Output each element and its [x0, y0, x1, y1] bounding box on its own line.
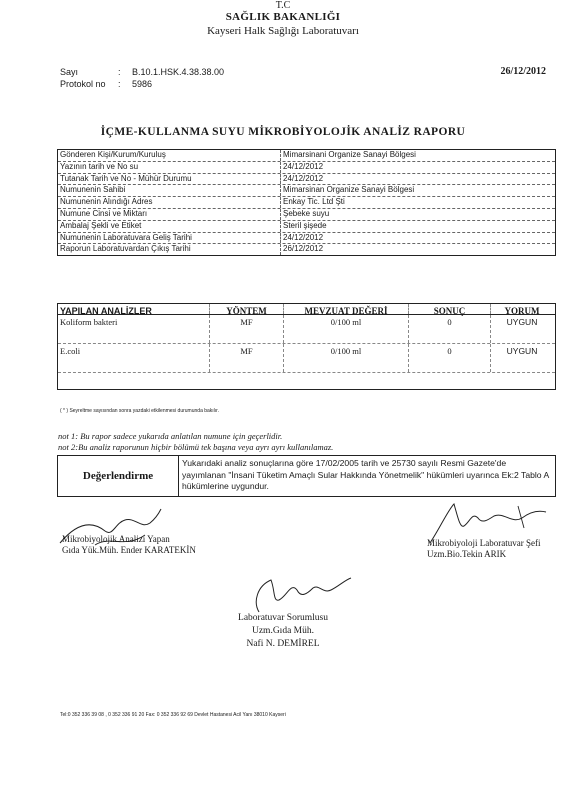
info-row [58, 162, 555, 174]
note-2: not 2:Bu analiz raporunun hiçbir bölümü tek başına veya ayrı ayrı kullanılamaz. [58, 441, 334, 452]
info-label: Numunenin Sahibi [58, 185, 281, 196]
analysis-result: 0 [409, 344, 491, 372]
signature-right-title: Mikrobiyoloji Laboratuvar Şefi [427, 538, 541, 548]
laboratory-name: Kayseri Halk Sağlığı Laboratuvarı [207, 25, 359, 37]
info-row [58, 209, 555, 221]
info-row [58, 244, 555, 255]
analysis-name: Koliform bakteri [58, 315, 210, 343]
info-value: 24/12/2012 [283, 161, 324, 171]
analysis-row [58, 315, 555, 344]
header-analyses: YAPILAN ANALİZLER [58, 304, 210, 314]
analysis-comment: UYGUN [506, 317, 538, 327]
signature-left-name: Gıda Yük.Müh. Ender KARATEKİN [62, 545, 196, 555]
sayi-label: Sayı [60, 67, 79, 77]
info-label: Raporun Laboratuvardan Çıkış Tarihi [58, 244, 281, 255]
protokol-row [60, 79, 224, 91]
report-date: 26/12/2012 [500, 66, 546, 77]
ministry-name: SAĞLIK BAKANLIĞI [225, 11, 341, 23]
info-row [58, 221, 555, 233]
signature-bottom [0, 612, 566, 651]
signature-right [427, 538, 540, 560]
analysis-method: MF [210, 344, 284, 372]
signature-bottom-degree: Uzm.Gıda Müh. [251, 626, 314, 636]
info-value: Şebeke suyu [283, 208, 330, 218]
analysis-limit: 0/100 ml [284, 315, 409, 343]
info-label: Numune Cinsi ve Miktarı [58, 209, 281, 220]
info-row [58, 185, 555, 197]
analysis-name: E.coli [58, 344, 210, 372]
analysis-method: MF [210, 315, 284, 343]
signature-bottom-name: Nafi N. DEMİREL [246, 639, 320, 649]
info-value: Steril şişede [283, 220, 327, 230]
info-row [58, 174, 555, 186]
sayi-separator: : [118, 67, 121, 77]
signature-bottom-title: Laboratuvar Sorumlusu [238, 613, 328, 623]
info-value: Enkay Tic. Ltd Şti [283, 197, 345, 207]
analysis-limit: 0/100 ml [284, 344, 409, 372]
note-1: not 1: Bu rapor sadece yukarıda anlatılan numune için geçerlidir. [58, 431, 283, 441]
footnote: ( * ) Seyreltme sayısından sonra yazdaki etkilenmesi durumunda bakılır. [60, 408, 219, 414]
contact-line: Tel:0 352 336 39 08 , 0 352 336 91 20 Fax: 0 352 336 92 69 Devlet Hastanesi Acil Yanı 38010 Kayseri [60, 712, 286, 718]
info-value: Mimarsinani Organize Sanayi Bölgesi [283, 150, 416, 159]
header-tc: T.C [275, 0, 291, 11]
analysis-result: 0 [409, 315, 491, 343]
sayi-row [60, 67, 224, 79]
info-value: 24/12/2012 [283, 232, 324, 242]
info-label: Numunenin Alındığı Adres [58, 197, 281, 208]
info-label: Gönderen Kişi/Kurum/Kuruluş [58, 150, 281, 161]
header-comment: YORUM [504, 306, 540, 316]
info-label: Numunenin Laboratuvara Geliş Tarihi [58, 233, 281, 244]
analysis-header-row [58, 304, 555, 315]
signature-left-title: Mikrobiyolojik Analizi Yapan [62, 534, 170, 544]
protokol-separator: : [118, 79, 121, 89]
info-row [58, 233, 555, 245]
signature-left [62, 534, 196, 556]
info-value: 26/12/2012 [283, 244, 324, 254]
document-meta [60, 67, 224, 91]
header-limit: MEVZUAT DEĞERİ [284, 304, 409, 314]
notes [58, 431, 333, 452]
protokol-label: Protokol no [60, 79, 106, 89]
analysis-table [57, 303, 556, 390]
report-title: İÇME-KULLANMA SUYU MİKROBİYOLOJİK ANALİZ RAPORU [100, 126, 466, 138]
info-row [58, 197, 555, 209]
analysis-comment: UYGUN [506, 346, 538, 356]
signature-right-name: Uzm.Bio.Tekin ARIK [427, 549, 507, 559]
evaluation-label: Değerlendirme [58, 456, 179, 496]
evaluation-text: Yukarıdaki analiz sonuçlarına göre 17/02/2005 tarih ve 25730 sayılı Resmi Gazete'de yayımlanan "İnsani Tüketim Amaçlı Sular Hakkında Yönetmelik" hükümleri uyarınca Ek:2 Tablo A hükümlerine uygundur. [182, 458, 549, 491]
sample-info-table [57, 149, 556, 256]
info-label: Yazının tarih ve No su [58, 162, 281, 173]
header-method: YÖNTEM [210, 304, 284, 314]
signature-bottom-icon [245, 572, 355, 616]
info-value: 24/12/2012 [283, 173, 324, 183]
info-label: Ambalaj Şekli ve Etiket [58, 221, 281, 232]
info-value: Mimarsinan Organize Sanayi Bölgesi [283, 185, 415, 195]
header-result: SONUÇ [409, 304, 491, 314]
info-row [58, 150, 555, 162]
protokol-value: 5986 [132, 79, 153, 89]
sayi-value: B.10.1.HSK.4.38.38.00 [132, 67, 225, 77]
evaluation-box [57, 455, 556, 497]
info-label: Tutanak Tarih ve No - Mühür Durumu [58, 174, 281, 185]
analysis-row [58, 344, 555, 373]
